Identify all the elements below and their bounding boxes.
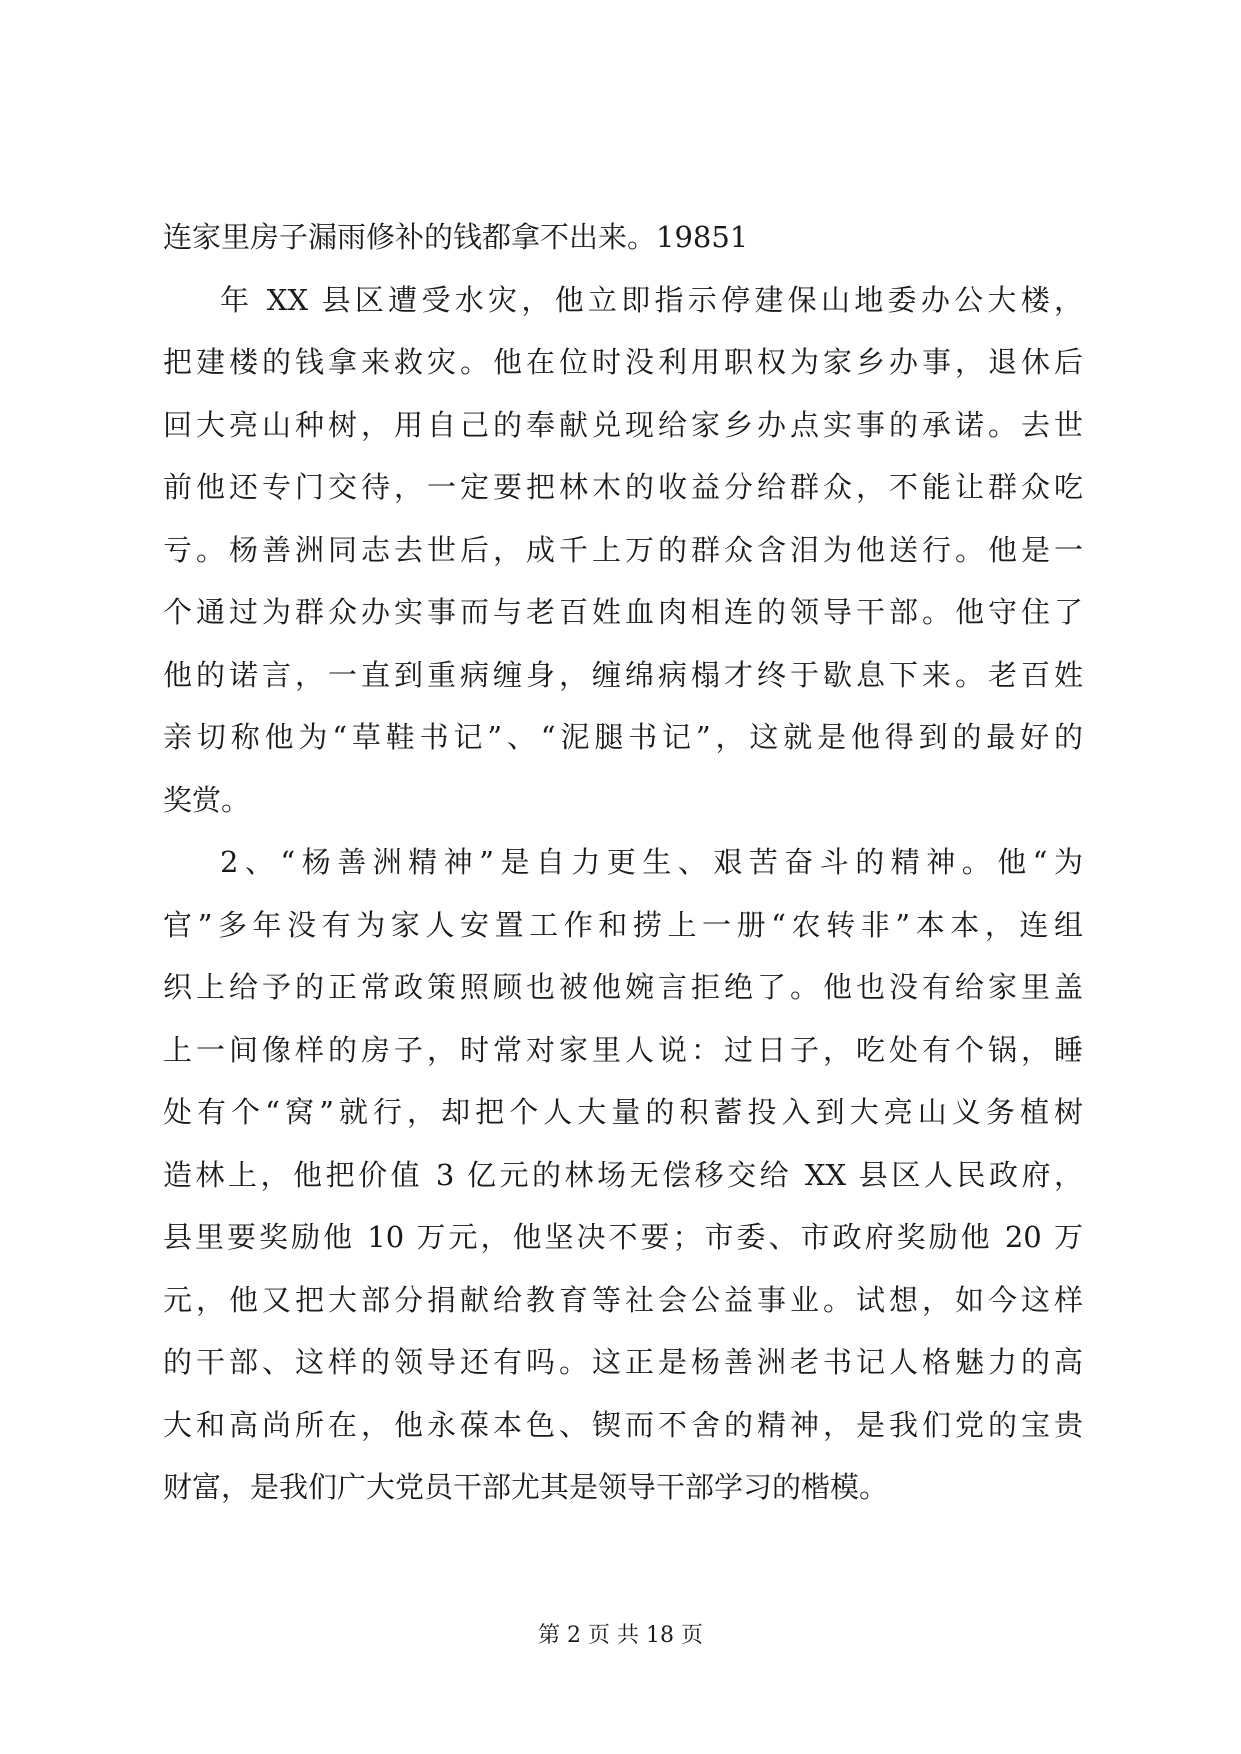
text-line: 把建楼的钱拿来救灾。他在位时没利用职权为家乡办事，退休后: [163, 345, 1083, 379]
text-line: 他的诺言，一直到重病缠身，缠绵病榻才终于歇息下来。老百姓: [163, 657, 1083, 692]
page-number-label: 第 2 页 共 18 页: [538, 1623, 703, 1648]
text-line: 官”多年没有为家人安置工作和捞上一册“农转非”本本，连组: [163, 907, 1083, 942]
text-line: 大和高尚所在，他永葆本色、锲而不舍的精神，是我们党的宝贵: [163, 1407, 1083, 1442]
text-line: 2、“杨善洲精神”是自力更生、艰苦奋斗的精神。他“为: [220, 845, 1083, 879]
text-line: 织上给予的正常政策照顾也被他婉言拒绝了。他也没有给家里盖: [163, 970, 1083, 1004]
text-line: 处有个“窝”就行，却把个人大量的积蓄投入到大亮山义务植树: [163, 1095, 1083, 1129]
text-line: 亲切称他为“草鞋书记”、“泥腿书记”，这就是他得到的最好的: [163, 720, 1083, 754]
text-line: 年 XX 县区遭受水灾，他立即指示停建保山地委办公大楼，: [220, 282, 1083, 317]
text-line: 个通过为群众办实事而与老百姓血肉相连的领导干部。他守住了: [163, 595, 1083, 629]
text-line: 回大亮山种树，用自己的奉献兑现给家乡办点实事的承诺。去世: [163, 407, 1083, 442]
text-line: 财富，是我们广大党员干部尤其是领导干部学习的楷模。: [163, 1470, 889, 1504]
text-line: 造林上，他把价值 3 亿元的林场无偿移交给 XX 县区人民政府，: [163, 1157, 1083, 1192]
text-line: 上一间像样的房子，时常对家里人说：过日子，吃处有个锅，睡: [163, 1032, 1083, 1067]
text-line: 连家里房子漏雨修补的钱都拿不出来。19851: [163, 220, 749, 254]
text-line: 县里要奖励他 10 万元，他坚决不要；市委、市政府奖励他 20 万: [163, 1220, 1083, 1254]
document-body: [163, 206, 1083, 1519]
text-line: 亏。杨善洲同志去世后，成千上万的群众含泪为他送行。他是一: [163, 532, 1083, 567]
text-line: 的干部、这样的领导还有吗。这正是杨善洲老书记人格魅力的高: [163, 1345, 1083, 1379]
text-line: 奖赏。: [163, 782, 251, 817]
page-footer: [0, 1622, 1241, 1650]
text-line: 前他还专门交待，一定要把林木的收益分给群众，不能让群众吃: [163, 470, 1083, 504]
text-line: 元，他又把大部分捐献给教育等社会公益事业。试想，如今这样: [163, 1282, 1083, 1317]
